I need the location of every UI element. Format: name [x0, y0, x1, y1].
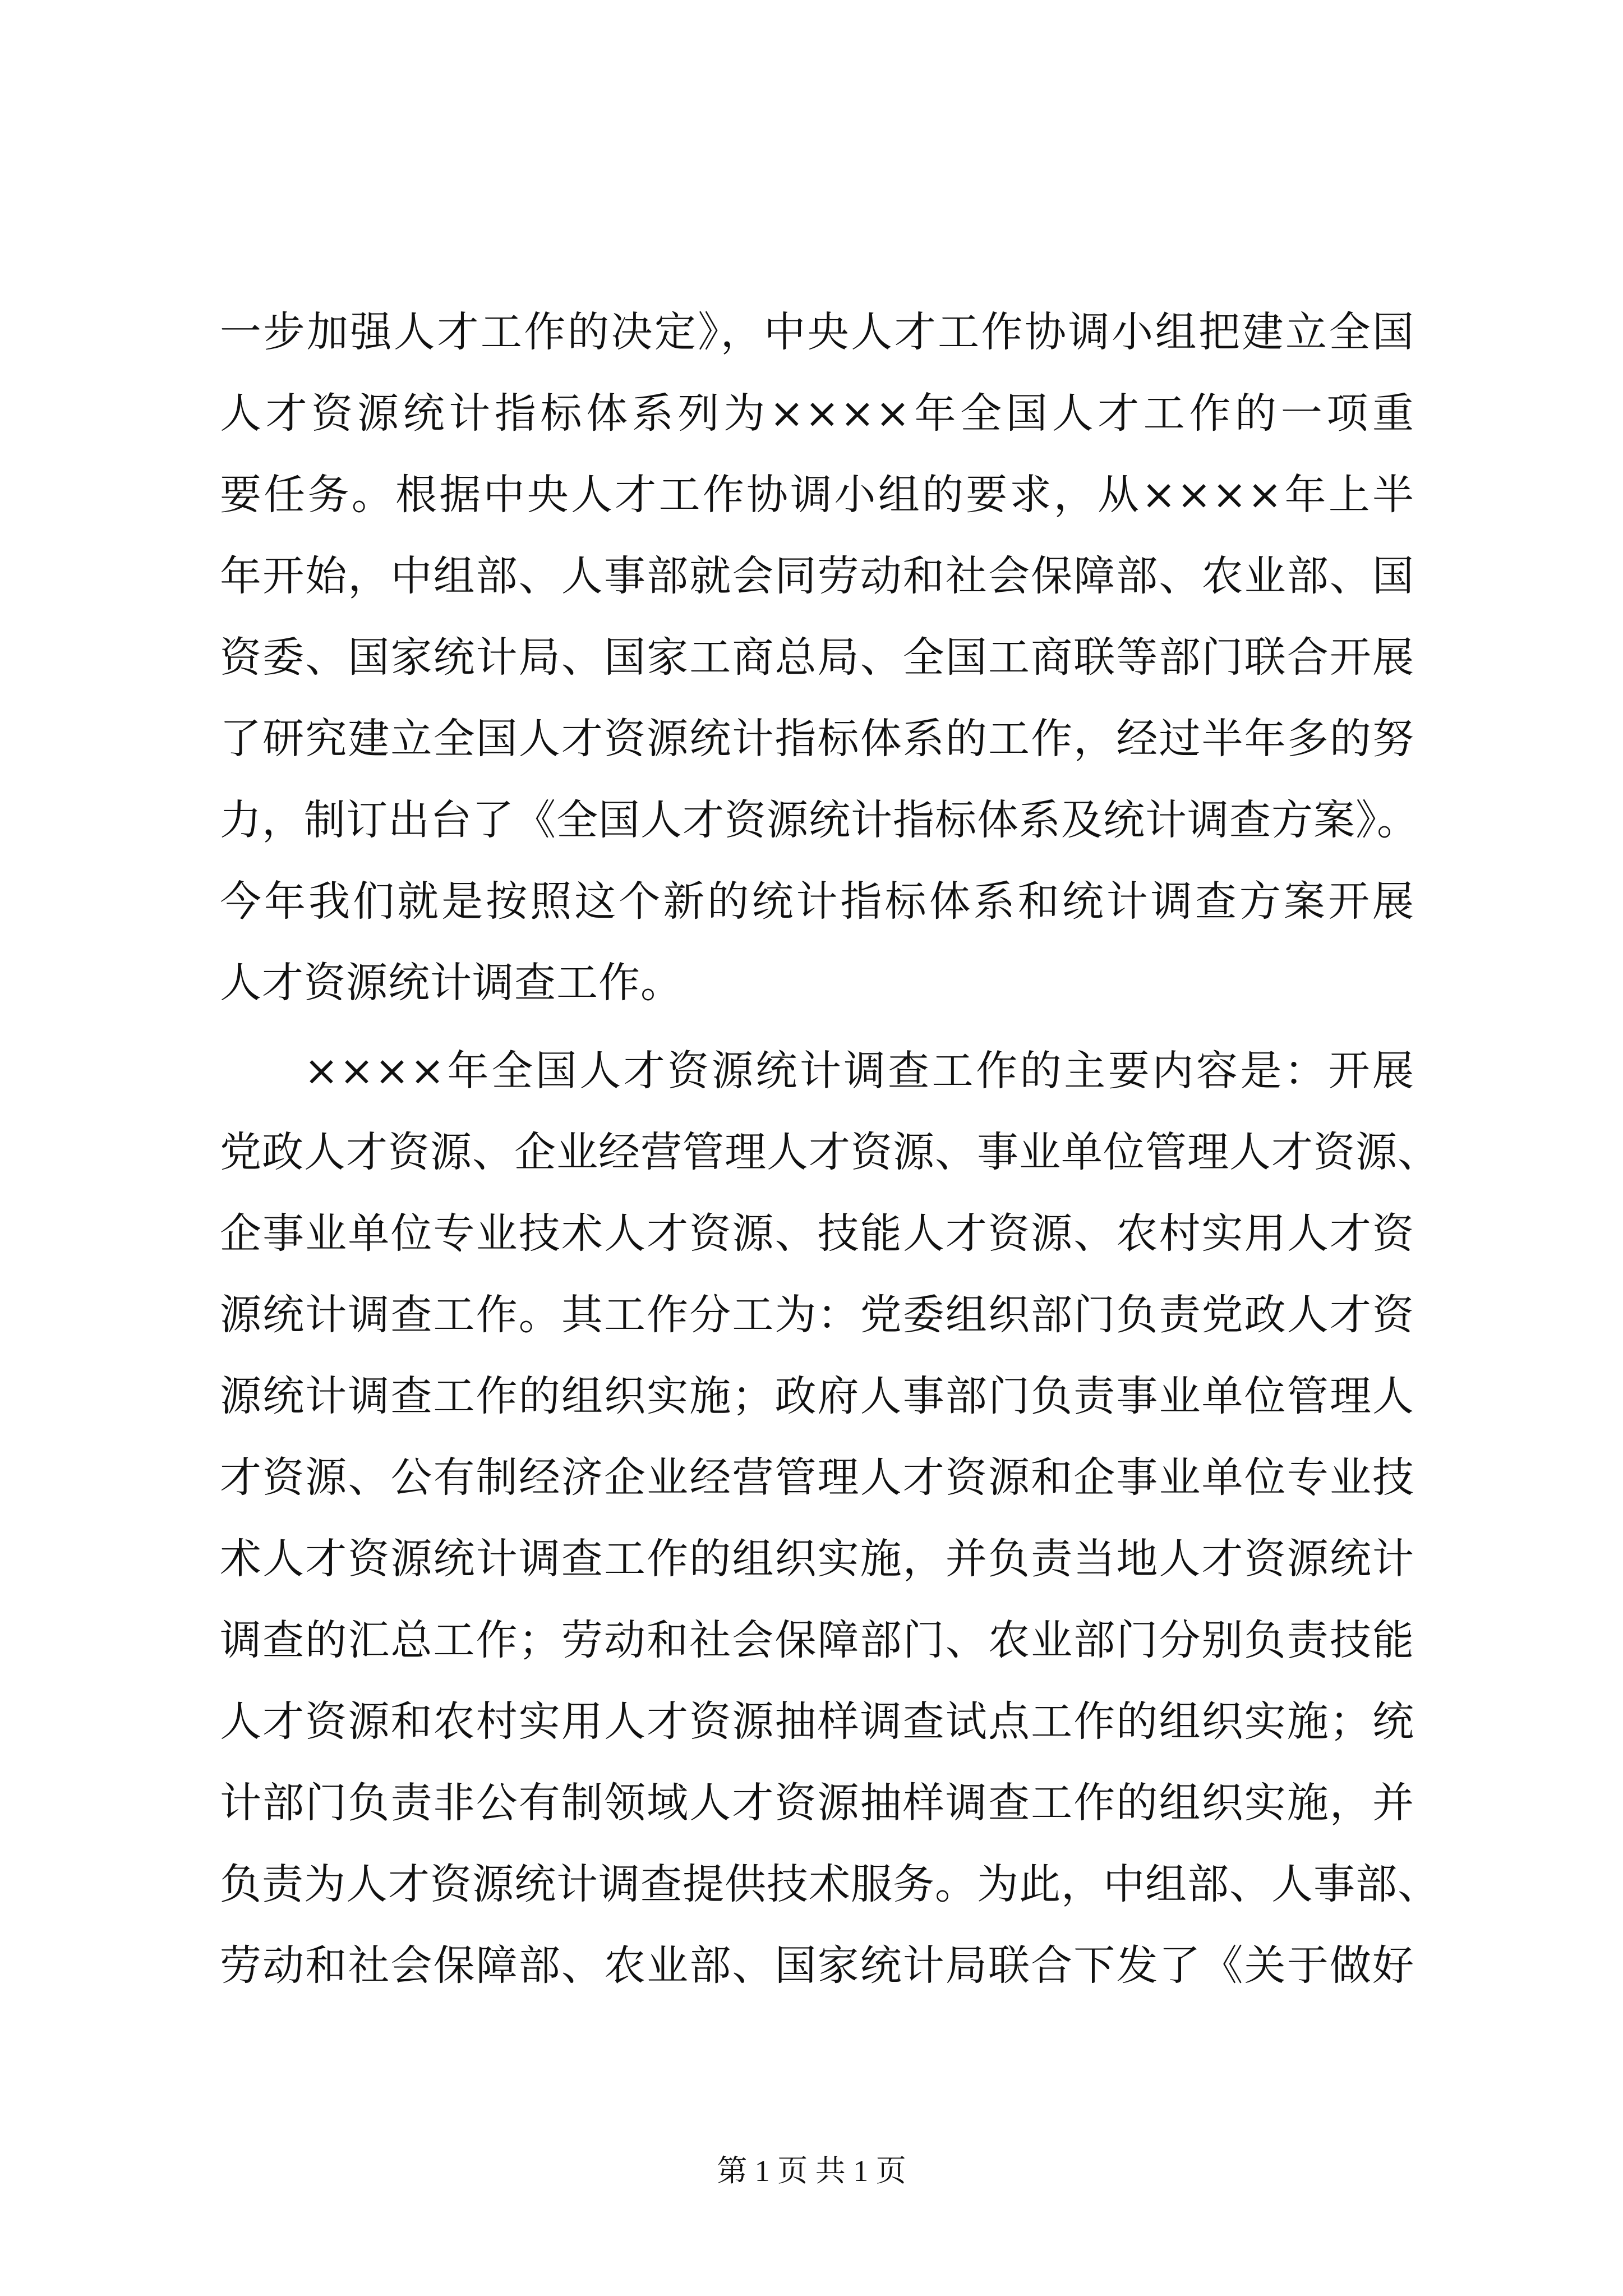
text-line: 力，制订出台了《全国人才资源统计指标体系及统计调查方案》。: [220, 796, 1419, 844]
text-line: 年开始，中组部、人事部就会同劳动和社会保障部、农业部、国: [220, 552, 1414, 600]
text-line: 才资源、公有制经济企业经营管理人才资源和企事业单位专业技: [220, 1453, 1414, 1502]
text-line: 术人才资源统计调查工作的组织实施，并负责当地人才资源统计: [220, 1535, 1414, 1583]
text-line: 负责为人才资源统计调查提供技术服务。为此，中组部、人事部、: [220, 1860, 1440, 1908]
text-line: 调查的汇总工作；劳动和社会保障部门、农业部门分别负责技能: [220, 1616, 1414, 1664]
text-line: 源统计调查工作。其工作分工为：党委组织部门负责党政人才资: [220, 1291, 1414, 1339]
page-number-footer: 第 1 页 共 1 页: [717, 2154, 906, 2188]
text-line: 人才资源统计指标体系列为××××年全国人才工作的一项重: [220, 389, 1414, 438]
text-line: 一步加强人才工作的决定》，中央人才工作协调小组把建立全国: [220, 308, 1414, 356]
text-line: 资委、国家统计局、国家工商总局、全国工商联等部门联合开展: [220, 633, 1414, 682]
text-line: 今年我们就是按照这个新的统计指标体系和统计调查方案开展: [220, 877, 1414, 926]
text-line: 计部门负责非公有制领域人才资源抽样调查工作的组织实施，并: [220, 1779, 1414, 1827]
text-line: 企事业单位专业技术人才资源、技能人才资源、农村实用人才资: [220, 1209, 1414, 1258]
text-line: 源统计调查工作的组织实施；政府人事部门负责事业单位管理人: [220, 1372, 1414, 1420]
paragraph-1: [220, 292, 1419, 1024]
text-line: 人才资源和农村实用人才资源抽样调查试点工作的组织实施；统: [220, 1697, 1414, 1746]
text-line: 党政人才资源、企业经营管理人才资源、事业单位管理人才资源、: [220, 1128, 1440, 1176]
text-line: 人才资源统计调查工作。: [220, 959, 683, 1007]
text-line: 要任务。根据中央人才工作协调小组的要求，从××××年上半: [220, 471, 1414, 519]
text-line: 劳动和社会保障部、农业部、国家统计局联合下发了《关于做好: [220, 1941, 1414, 1990]
text-line: 了研究建立全国人才资源统计指标体系的工作，经过半年多的努: [220, 715, 1414, 763]
paragraph-2: [220, 1030, 1440, 2007]
text-line: ××××年全国人才资源统计调查工作的主要内容是：开展: [304, 1047, 1414, 1095]
document-body: [220, 292, 1440, 2007]
paragraph-spacer: [220, 1024, 1414, 1030]
